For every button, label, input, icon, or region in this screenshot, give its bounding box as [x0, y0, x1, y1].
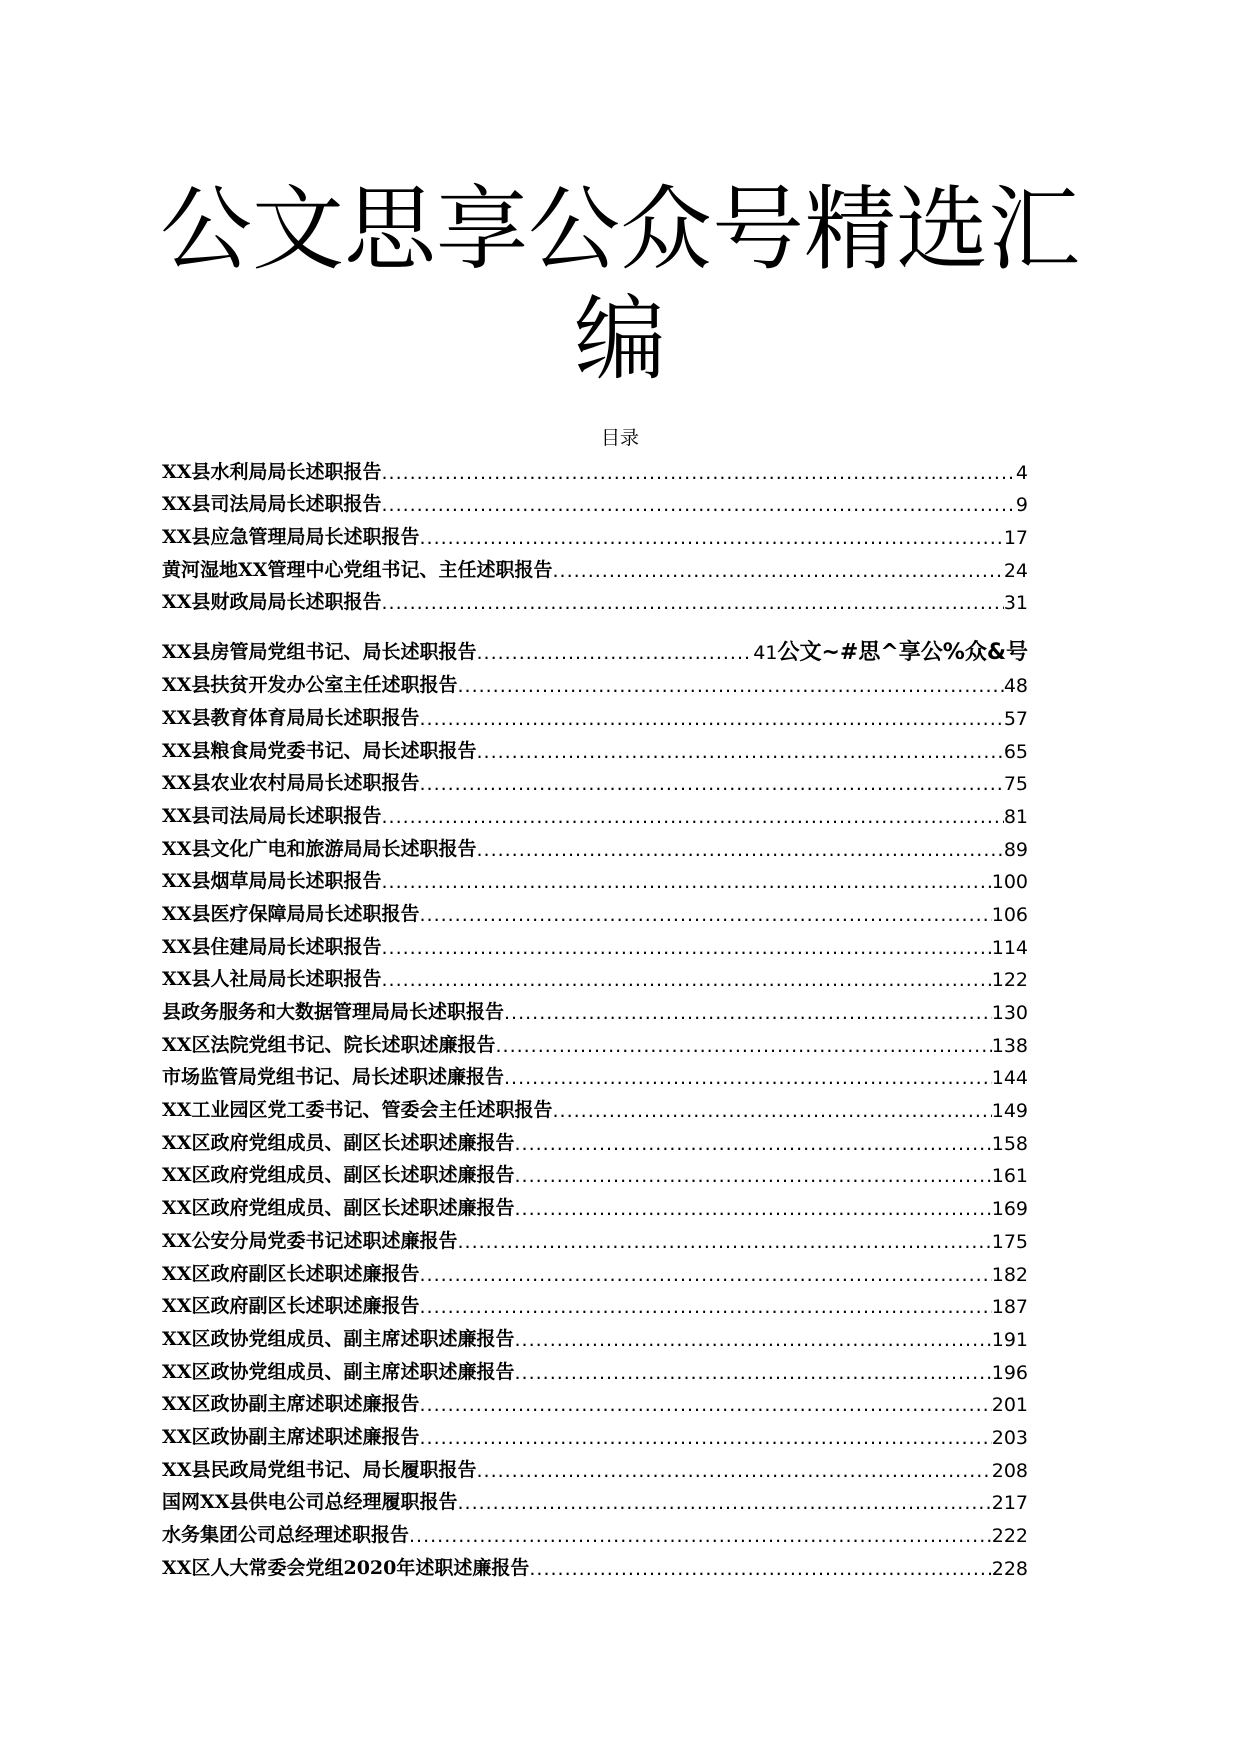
- toc-entry-page-number: 106: [991, 903, 1028, 926]
- toc-entry-title: XX县农业农村局局长述职报告: [162, 772, 420, 795]
- toc-dot-leader: [504, 1002, 992, 1028]
- toc-entry-title: XX区人大常委会党组2020年述职述廉报告: [162, 1556, 530, 1579]
- toc-entry-page-number: 182: [991, 1263, 1028, 1286]
- toc-dot-leader: [419, 1296, 991, 1322]
- toc-dot-leader: [381, 969, 991, 995]
- toc-dot-leader: [457, 1492, 991, 1518]
- toc-entry[interactable]: [162, 553, 1028, 586]
- toc-dot-leader: [381, 806, 1003, 832]
- toc-entry[interactable]: [162, 1518, 1028, 1551]
- toc-entry-title: 国网XX县供电公司总经理履职报告: [162, 1491, 458, 1514]
- toc-entry-page-number: 201: [991, 1394, 1028, 1417]
- toc-dot-leader: [476, 839, 1003, 865]
- toc-entry-page-number: 187: [991, 1296, 1028, 1319]
- toc-entry[interactable]: [162, 1355, 1028, 1388]
- toc-entry-page-number: 228: [991, 1557, 1028, 1580]
- toc-dot-leader: [515, 1165, 992, 1191]
- toc-dot-leader: [419, 1394, 991, 1420]
- toc-entry[interactable]: [162, 1420, 1028, 1453]
- toc-entry-title: XX县烟草局局长述职报告: [162, 870, 382, 893]
- toc-dot-leader: [553, 1100, 992, 1126]
- toc-entry[interactable]: [162, 1551, 1028, 1584]
- toc-entry[interactable]: [162, 1061, 1028, 1094]
- toc-entry-title: XX区法院党组书记、院长述职述廉报告: [162, 1033, 496, 1056]
- watermark-text: 公文~#思^享公%众&号: [777, 640, 1028, 666]
- toc-entry-page-number: 138: [991, 1034, 1028, 1057]
- toc-entry[interactable]: [162, 520, 1028, 553]
- toc-entry[interactable]: [162, 832, 1028, 865]
- document-title-line-1: 公文思享公众号精选汇: [160, 176, 1081, 283]
- toc-dot-leader: [381, 592, 1003, 618]
- toc-entry-page-number: 65: [1003, 740, 1028, 763]
- toc-entry[interactable]: [162, 668, 1028, 701]
- toc-entry-title: 黄河湿地XX管理中心党组书记、主任述职报告: [162, 558, 553, 581]
- toc-entry-title: XX县应急管理局局长述职报告: [162, 526, 420, 549]
- toc-entry-title: XX县民政局党组书记、局长履职报告: [162, 1458, 477, 1481]
- toc-dot-leader: [457, 675, 1003, 701]
- table-of-contents: [162, 455, 1028, 1584]
- toc-entry-page-number: 81: [1003, 805, 1028, 828]
- toc-dot-leader: [504, 1067, 992, 1093]
- toc-entry[interactable]: [162, 1257, 1028, 1290]
- toc-entry-title: XX区政府党组成员、副区长述职述廉报告: [162, 1131, 515, 1154]
- toc-entry-title: XX县财政局局长述职报告: [162, 591, 382, 614]
- toc-dot-leader: [419, 527, 1003, 553]
- toc-entry[interactable]: [162, 1159, 1028, 1192]
- toc-dot-leader: [419, 1427, 991, 1453]
- toc-entry[interactable]: [162, 930, 1028, 963]
- toc-dot-leader: [457, 1231, 991, 1257]
- toc-entry-title: XX县司法局局长述职报告: [162, 493, 382, 516]
- toc-entry[interactable]: [162, 1028, 1028, 1061]
- toc-entry-title: XX县住建局局长述职报告: [162, 935, 382, 958]
- toc-entry-page-number: 208: [991, 1459, 1028, 1482]
- toc-entry-title: 市场监管局党组书记、局长述职述廉报告: [162, 1066, 505, 1089]
- toc-entry-title: XX区政协副主席述职述廉报告: [162, 1393, 420, 1416]
- toc-entry-page-number: 169: [991, 1198, 1028, 1221]
- toc-entry-page-number: 24: [1003, 559, 1028, 582]
- toc-entry[interactable]: [162, 701, 1028, 734]
- toc-entry-title: XX区政府党组成员、副区长述职述廉报告: [162, 1197, 515, 1220]
- toc-entry-title: XX区政府副区长述职述廉报告: [162, 1262, 420, 1285]
- toc-entry-title: XX工业园区党工委书记、管委会主任述职报告: [162, 1099, 553, 1122]
- toc-entry-page-number: 75: [1003, 773, 1028, 796]
- toc-dot-leader: [515, 1198, 992, 1224]
- toc-dot-leader: [515, 1329, 992, 1355]
- toc-entry-page-number: 114: [991, 936, 1028, 959]
- toc-entry[interactable]: [162, 865, 1028, 898]
- toc-entry-title: 县政务服务和大数据管理局局长述职报告: [162, 1001, 505, 1023]
- toc-entry-page-number: 48: [1003, 675, 1028, 698]
- toc-dot-leader: [515, 1362, 992, 1388]
- toc-entry-title: XX县房管局党组书记、局长述职报告: [162, 641, 477, 664]
- toc-entry[interactable]: [162, 1126, 1028, 1159]
- toc-entry[interactable]: [162, 488, 1028, 521]
- toc-dot-leader: [419, 773, 1003, 799]
- toc-entry[interactable]: [162, 1191, 1028, 1224]
- toc-entry-page-number: 222: [991, 1525, 1028, 1547]
- toc-dot-leader: [419, 1264, 991, 1290]
- toc-dot-leader: [381, 462, 1015, 488]
- toc-entry[interactable]: [162, 1388, 1028, 1421]
- toc-entry-page-number: 89: [1003, 838, 1028, 861]
- toc-entry-title: XX区政协党组成员、副主席述职述廉报告: [162, 1327, 515, 1350]
- toc-entry[interactable]: [162, 963, 1028, 996]
- toc-dot-leader: [381, 494, 1015, 520]
- toc-entry-page-number: 9: [1015, 494, 1028, 517]
- toc-entry[interactable]: [162, 1224, 1028, 1257]
- toc-dot-leader: [515, 1133, 992, 1159]
- toc-entry-page-number: 144: [991, 1067, 1028, 1090]
- toc-entry-title: XX县粮食局党委书记、局长述职报告: [162, 739, 477, 762]
- toc-dot-leader: [409, 1525, 992, 1551]
- document-title-line-2: 编: [573, 286, 666, 393]
- toc-entry-title: 水务集团公司总经理述职报告: [162, 1524, 410, 1546]
- toc-entry-page-number: 175: [991, 1230, 1028, 1253]
- toc-dot-leader: [476, 1460, 991, 1486]
- toc-dot-leader: [495, 1035, 991, 1061]
- toc-entry[interactable]: [162, 1486, 1028, 1519]
- toc-entry-title: XX区政协党组成员、副主席述职述廉报告: [162, 1360, 515, 1383]
- document-title: [160, 175, 1080, 395]
- toc-entry[interactable]: [162, 897, 1028, 930]
- toc-entry-page-number: 149: [991, 1100, 1028, 1123]
- toc-entry-page-number: 100: [991, 871, 1028, 894]
- toc-entry-title: XX县水利局局长述职报告: [162, 460, 382, 483]
- toc-entry-page-number: 4: [1015, 461, 1028, 484]
- toc-entry-page-number: 17: [1003, 527, 1028, 550]
- toc-entry[interactable]: [162, 767, 1028, 800]
- toc-dot-leader: [381, 871, 991, 897]
- toc-entry-title: XX县人社局局长述职报告: [162, 968, 382, 991]
- toc-entry-page-number: 158: [991, 1132, 1028, 1155]
- toc-entry-page-number: 130: [991, 1002, 1028, 1024]
- toc-entry[interactable]: [162, 1093, 1028, 1126]
- toc-dot-leader: [476, 741, 1003, 767]
- toc-entry[interactable]: [162, 995, 1028, 1028]
- toc-dot-leader: [529, 1558, 991, 1584]
- toc-entry-title: XX区政协副主席述职述廉报告: [162, 1425, 420, 1448]
- toc-entry-title: XX县文化广电和旅游局局长述职报告: [162, 837, 477, 860]
- toc-entry[interactable]: [162, 455, 1028, 488]
- toc-entry[interactable]: [162, 1322, 1028, 1355]
- toc-entry-title: XX县司法局局长述职报告: [162, 804, 382, 827]
- toc-entry[interactable]: [162, 799, 1028, 832]
- toc-entry-page-number: 122: [991, 969, 1028, 992]
- toc-entry-page-number: 57: [1003, 707, 1028, 730]
- toc-dot-leader: [381, 937, 991, 963]
- toc-dot-leader: [419, 708, 1003, 734]
- toc-entry-page-number: 217: [991, 1492, 1028, 1515]
- toc-entry-page-number: 41: [753, 642, 778, 665]
- toc-entry-title: XX区政府副区长述职述廉报告: [162, 1295, 420, 1318]
- toc-entry-page-number: 31: [1003, 592, 1028, 615]
- toc-dot-leader: [553, 560, 1004, 586]
- toc-dot-leader: [476, 642, 753, 668]
- toc-entry-page-number: 161: [991, 1165, 1028, 1188]
- toc-entry[interactable]: [162, 1453, 1028, 1486]
- toc-entry-title: XX公安分局党委书记述职述廉报告: [162, 1229, 458, 1252]
- toc-entry-title: XX县扶贫开发办公室主任述职报告: [162, 674, 458, 697]
- toc-entry[interactable]: [162, 1290, 1028, 1323]
- toc-entry-title: XX区政府党组成员、副区长述职述廉报告: [162, 1164, 515, 1187]
- toc-entry[interactable]: [162, 586, 1028, 619]
- toc-dot-leader: [419, 904, 991, 930]
- toc-entry-page-number: 196: [991, 1361, 1028, 1384]
- toc-entry[interactable]: [162, 734, 1028, 767]
- toc-entry-title: XX县教育体育局局长述职报告: [162, 706, 420, 729]
- toc-entry-title: XX县医疗保障局局长述职报告: [162, 902, 420, 925]
- toc-entry-page-number: 203: [991, 1426, 1028, 1449]
- toc-entry[interactable]: [162, 618, 1028, 668]
- toc-heading: 目录: [600, 427, 639, 449]
- toc-entry-page-number: 191: [991, 1328, 1028, 1351]
